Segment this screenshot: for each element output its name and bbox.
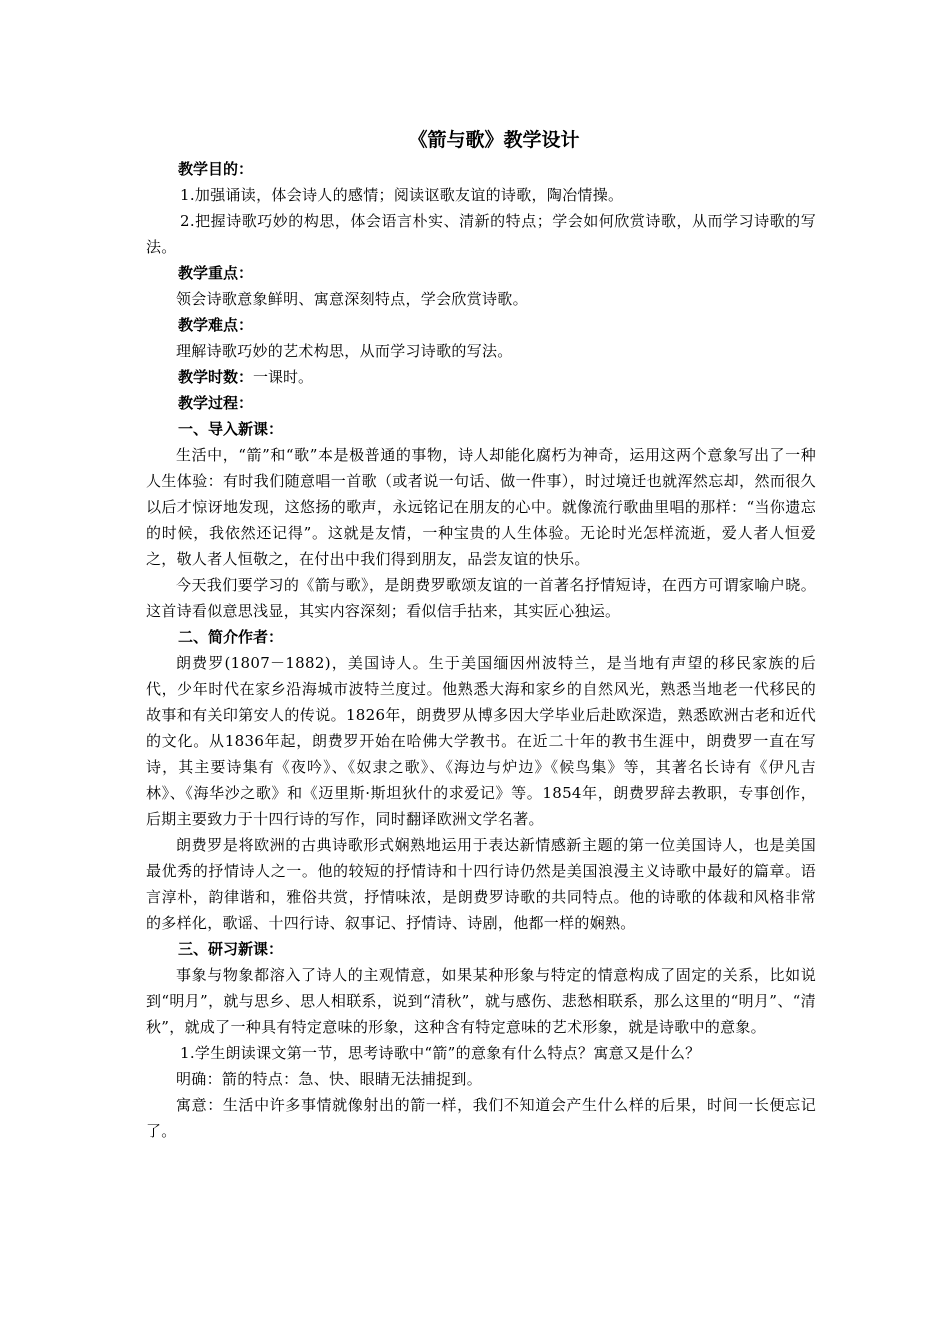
author-paragraph-1: 朗费罗(1807－1882)，美国诗人。生于美国缅因州波特兰，是当地有声望的移民家族的后代，少年时代在家乡沿海城市波特兰度过。他熟悉大海和家乡的自然风光，熟悉当地老一代移民的故事和有关印第安人的传说。1826年，朗费罗从博多因大学毕业后赴欧深造，熟悉欧洲古老和近代的文化。从1836年起，朗费罗开始在哈佛大学教书。在近二十年的教书生涯中，朗费罗一直在写诗，其主要诗集有《夜吟》、《奴隶之歌》、《海边与炉边》《候鸟集》等，其著名长诗有《伊凡吉林》、《海华沙之歌》和《迈里斯·斯坦狄什的求爱记》等。1854年，朗费罗辞去教职，专事创作，后期主要致力于十四行诗的写作，同时翻译欧洲文学名著。: [146, 654, 816, 828]
difficulties-heading: 教学难点：: [178, 316, 254, 334]
author-heading: 二、简介作者：: [178, 628, 284, 646]
study-answer-meaning: 寓意：生活中许多事情就像射出的箭一样，我们不知道会产生什么样的后果，时间一长便忘记了。: [146, 1096, 816, 1140]
process-heading: 教学过程：: [178, 394, 254, 412]
intro-heading: 一、导入新课：: [178, 420, 284, 438]
key-points-text: 领会诗歌意象鲜明、寓意深刻特点，学会欣赏诗歌。: [176, 290, 528, 308]
intro-paragraph-2: 今天我们要学习的《箭与歌》，是朗费罗歌颂友谊的一首著名抒情短诗，在西方可谓家喻户晓。这首诗看似意思浅显，其实内容深刻；看似信手拈来，其实匠心独运。: [146, 576, 816, 620]
objective-item-2: 2.把握诗歌巧妙的构思，体会语言朴实、清新的特点；学会如何欣赏诗歌，从而学习诗歌的写法。: [146, 212, 816, 256]
author-paragraph-2: 朗费罗是将欧洲的古典诗歌形式娴熟地运用于表达新情感新主题的第一位美国诗人，也是美国最优秀的抒情诗人之一。他的较短的抒情诗和十四行诗仍然是美国浪漫主义诗歌中最好的篇章。语言淳朴，韵律谐和，雅俗共赏，抒情味浓，是朗费罗诗歌的共同特点。他的诗歌的体裁和风格非常的多样化，歌谣、十四行诗、叙事记、抒情诗、诗剧，他都一样的娴熟。: [146, 836, 816, 932]
study-question-1: 1.学生朗读课文第一节，思考诗歌中“箭”的意象有什么特点？寓意又是什么？: [180, 1044, 701, 1062]
study-heading: 三、研习新课：: [178, 940, 284, 958]
hours-heading: 教学时数：: [178, 368, 254, 386]
hours-line: [146, 364, 816, 390]
objective-item-1: 1.加强诵读，体会诗人的感情；阅读讴歌友谊的诗歌，陶冶情操。: [180, 186, 624, 204]
study-answer-features: 明确：箭的特点：急、快、眼睛无法捕捉到。: [176, 1070, 483, 1088]
document-page: [146, 126, 816, 1144]
study-paragraph-1: 事象与物象都溶入了诗人的主观情意，如果某种形象与特定的情意构成了固定的关系，比如说到“明月”，就与思乡、思人相联系，说到“清秋”，就与感伤、悲愁相联系，那么这里的“明月”、“清秋”，就成了一种具有特定意味的形象，这种含有特定意味的艺术形象，就是诗歌中的意象。: [146, 966, 816, 1036]
hours-text: 一课时。: [253, 368, 314, 386]
objectives-heading: 教学目的：: [178, 160, 254, 178]
intro-paragraph-1: 生活中，“箭”和“歌”本是极普通的事物，诗人却能化腐朽为神奇，运用这两个意象写出了一种人生体验：有时我们随意唱一首歌（或者说一句话、做一件事），时过境迁也就浑然忘却，然而很久以后才惊讶地发现，这悠扬的歌声，永远铭记在朋友的心中。就像流行歌曲里唱的那样：“当你遗忘的时候，我依然还记得”。这就是友情，一种宝贵的人生体验。无论时光怎样流逝，爱人者人恒爱之，敬人者人恒敬之，在付出中我们得到朋友，品尝友谊的快乐。: [146, 446, 816, 568]
key-points-heading: 教学重点：: [178, 264, 254, 282]
document-title: 《箭与歌》教学设计: [408, 129, 580, 151]
difficulties-text: 理解诗歌巧妙的艺术构思，从而学习诗歌的写法。: [176, 342, 513, 360]
